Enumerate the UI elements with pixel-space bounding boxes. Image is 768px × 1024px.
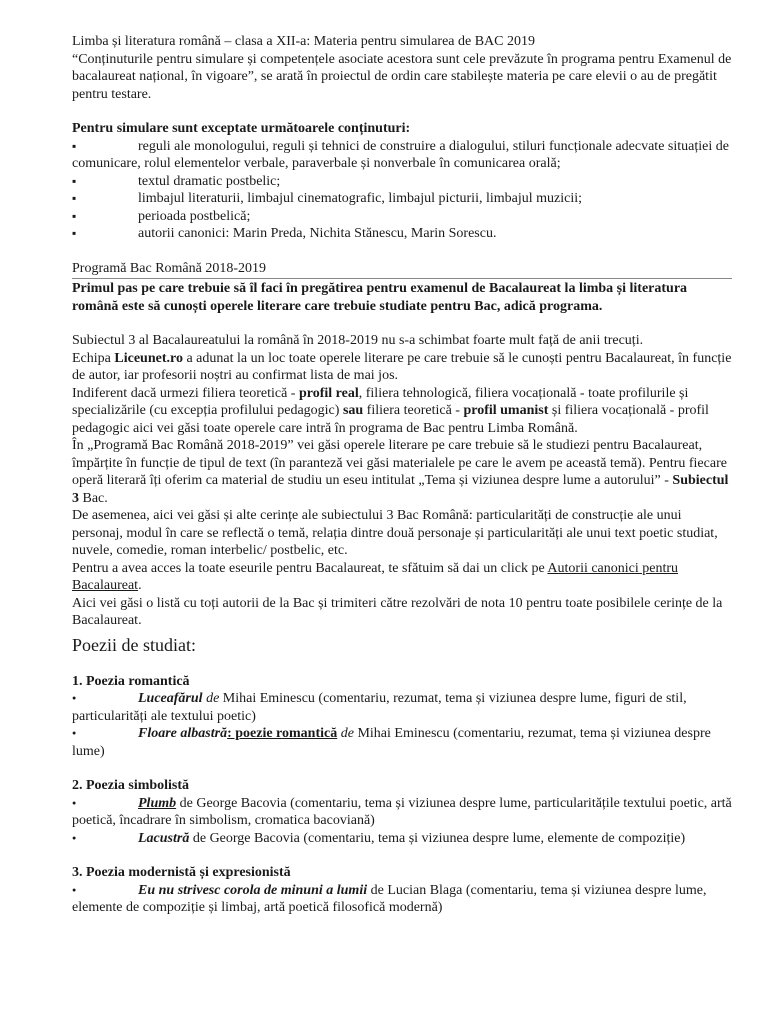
round-bullet-icon	[72, 830, 138, 848]
paragraph: În „Programă Bac Română 2018-2019” vei găsi operele literare pe care trebuie să le studiezi pentru Bacalaureat, împărțite în funcție de tipul de text (în paranteză vei găsi materialele pe care le avem pe această temă). Pentru fiecare operă literară îți oferim ca material de studiu un eseu intitulat „Tema și viziunea despre lume a autorului” - Subiectul 3 Bac.	[72, 438, 729, 506]
paragraph: Subiectul 3 al Bacalaureatului la română în 2018-2019 nu s-a schimbat foarte mult față de anii trecuți.	[72, 333, 644, 348]
exception-item: ▪textul dramatic postbelic;	[72, 173, 732, 191]
paragraph: Indiferent dacă urmezi filiera teoretică - profil real, filiera tehnologică, filiera vocațională - toate profilurile și specializările (cu excepția profilului pedagogic) sau filiera teoretică - profil umanist și filiera vocațională - profil pedagogic aici vei găsi toate operele care intră în programa de Bac pentru Limba Română.	[72, 385, 709, 436]
poem-item: ●Luceafărul de Mihai Eminescu (comentariu, rezumat, tema și viziunea despre lume, figuri de stil, particularități ale textului poetic)	[72, 690, 732, 725]
square-bullet-icon	[72, 225, 138, 243]
section-heading: 2. Poezia simbolistă	[72, 778, 190, 794]
paragraph: De asemenea, aici vei găsi și alte cerințe ale subiectului 3 Bac Română: particularități de construcție ale unui personaj, modul în care se reflectă o temă, relația dintre două personaje și particularități ale unui text poetic studiat, nuvele, comedie, roman interbelic/ postbelic, etc.	[72, 508, 718, 558]
round-bullet-icon	[72, 690, 138, 708]
exception-item: ▪autorii canonici: Marin Preda, Nichita Stănescu, Marin Sorescu.	[72, 225, 732, 243]
poem-item: ●Lacustră de George Bacovia (comentariu, tema și viziunea despre lume, elemente de compoziție)	[72, 830, 732, 848]
intro-quote: “Conținuturile pentru simulare și competențele asociate acestora sunt cele prevăzute în programa pentru Examenul de bacalaureat național, în vigoare”, se arată în proiectul de ordin care stabilește materia pe care elevii o au de pregătit pentru testare.	[72, 51, 732, 102]
exception-item: ▪perioada postbelică;	[72, 208, 732, 226]
poem-item: ●Floare albastră: poezie romantică de Mihai Eminescu (comentariu, rezumat, tema și viziunea despre lume)	[72, 725, 732, 760]
exception-item: ▪reguli ale monologului, reguli și tehnici de construire a dialogului, stiluri funcționale adecvate situației de comunicare, rolul elementelor verbale, paraverbale și nonverbale în comunicarea orală;	[72, 138, 732, 173]
poem-link[interactable]: : poezie romantică	[227, 726, 338, 742]
round-bullet-icon	[72, 882, 138, 900]
poem-link[interactable]: Plumb	[138, 795, 177, 811]
exception-item: ▪limbajul literaturii, limbajul cinematografic, limbajul picturii, limbajul muzicii;	[72, 190, 732, 208]
square-bullet-icon	[72, 190, 138, 208]
section-heading: 1. Poezia romantică	[72, 673, 190, 689]
poem-title: Eu nu strivesc corola de minuni a lumii	[138, 882, 368, 898]
exceptions-heading: Pentru simulare sunt exceptate următoarele conținuturi:	[72, 121, 411, 136]
poems-title: Poezii de studiat:	[72, 634, 196, 655]
square-bullet-icon	[72, 173, 138, 191]
poem-title: Floare albastră	[138, 726, 228, 742]
program-title: Programă Bac Română 2018-2019	[72, 260, 732, 280]
square-bullet-icon	[72, 208, 138, 226]
paragraph: Aici vei găsi o listă cu toți autorii de la Bac și trimiteri către rezolvări de nota 10 pentru toate posibilele cerințe de la Bacalaureat.	[72, 595, 723, 628]
canonical-authors-link[interactable]: Autorii canonici pentru Bacalaureat	[72, 560, 679, 593]
document-title: Limba și literatura română – clasa a XII-a: Materia pentru simularea de BAC 2019	[72, 34, 535, 49]
poem-title: Lacustră	[138, 830, 190, 846]
document-page	[72, 33, 732, 917]
poem-title: Luceafărul	[138, 691, 203, 706]
round-bullet-icon	[72, 795, 138, 813]
section-heading: 3. Poezia modernistă și expresionistă	[72, 865, 291, 881]
square-bullet-icon	[72, 138, 138, 156]
program-lead: Primul pas pe care trebuie să îl faci în pregătirea pentru examenul de Bacalaureat la limba și literatura română este să cunoști operele literare care trebuie studiate pentru Bac, adică programa.	[72, 281, 688, 314]
paragraph: Echipa Liceunet.ro a adunat la un loc toate operele literare pe care trebuie să le cunoști pentru Bacalaureat, în funcție de autor, iar profesorii noștri au confirmat lista de mai jos.	[72, 350, 732, 383]
round-bullet-icon	[72, 725, 138, 743]
paragraph: Pentru a avea acces la toate eseurile pentru Bacalaureat, te sfătuim să dai un click pe Autorii canonici pentru Bacalaureat.	[72, 560, 679, 593]
poem-item: ●Eu nu strivesc corola de minuni a lumii de Lucian Blaga (comentariu, tema și viziunea despre lume, elemente de compoziție și limbaj, artă poetică filosofică modernă)	[72, 882, 732, 917]
poem-item: ●Plumb de George Bacovia (comentariu, tema și viziunea despre lume, particularitățile textului poetic, artă poetică, încadrare în simbolism, cromatica bacoviană)	[72, 795, 732, 830]
